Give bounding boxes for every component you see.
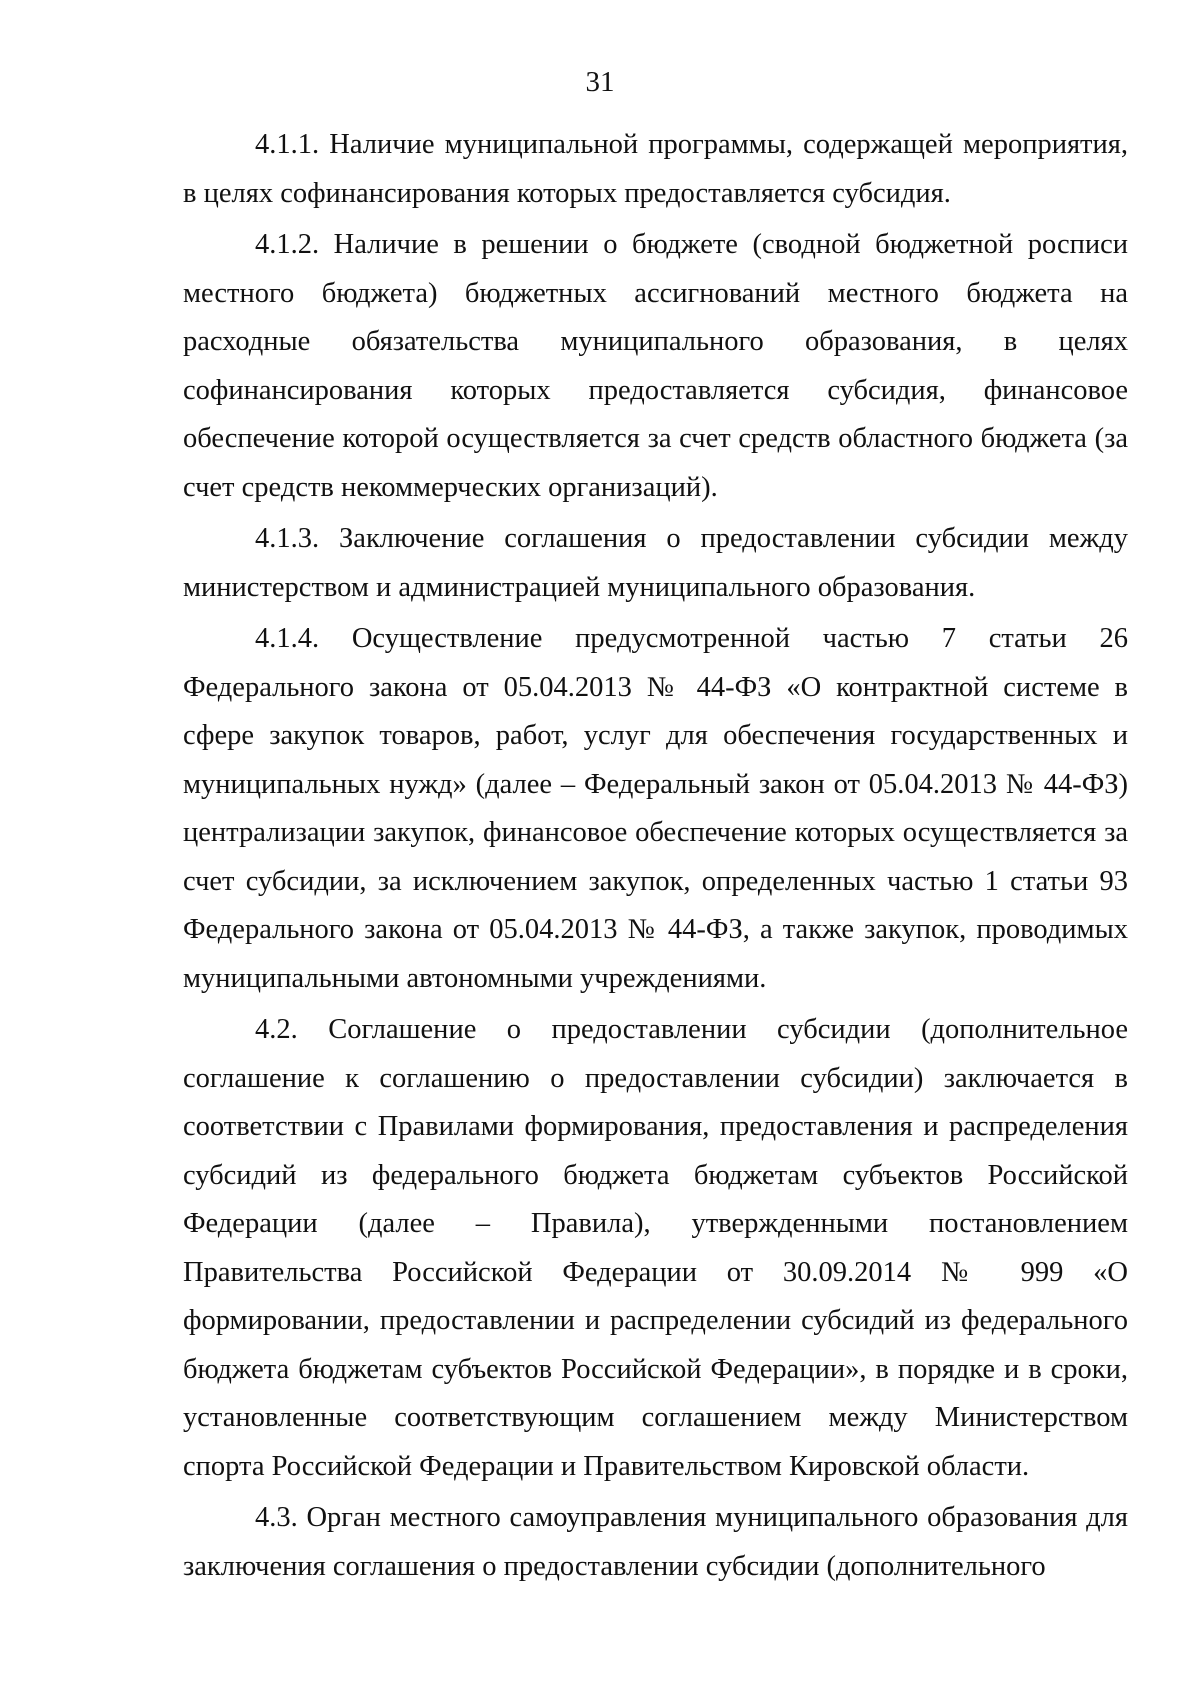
paragraph-4-1-2: 4.1.2. Наличие в решении о бюджете (сводной бюджетной росписи местного бюджета) бюджетных ассигнований местного бюджета на расходные обязательства муниципального образования, в целях софинансирования которых предоставляется субсидия, финансовое обеспечение которой осуществляется за счет средств областного бюджета (за счет средств некоммерческих организаций). (183, 229, 1128, 503)
paragraph-4-1-4: 4.1.4. Осуществление предусмотренной частью 7 статьи 26 Федерального закона от 05.04.2013 № 44-ФЗ «О контрактной системе в сфере закупок товаров, работ, услуг для обеспечения государственных и муниципальных нужд» (далее – Федеральный закон от 05.04.2013 № 44-ФЗ) централизации закупок, финансовое обеспечение которых осуществляется за счет субсидии, за исключением закупок, определенных частью 1 статьи 93 Федерального закона от 05.04.2013 № 44-ФЗ, а также закупок, проводимых муниципальными автономными учреждениями. (183, 623, 1128, 994)
document-body (183, 121, 1128, 1594)
page-number: 31 (585, 66, 615, 98)
paragraph-4-2: 4.2. Соглашение о предоставлении субсидии (дополнительное соглашение к соглашению о предоставлении субсидии) заключается в соответствии с Правилами формирования, предоставления и распределения субсидий из федерального бюджета бюджетам субъектов Российской Федерации (далее – Правила), утвержденными постановлением Правительства Российской Федерации от 30.09.2014 № 999 «О формировании, предоставлении и распределении субсидий из федерального бюджета бюджетам субъектов Российской Федерации», в порядке и в сроки, установленные соответствующим соглашением между Министерством спорта Российской Федерации и Правительством Кировской области. (183, 1014, 1128, 1482)
paragraph-4-3: 4.3. Орган местного самоуправления муниципального образования для заключения соглашения о предоставлении субсидии (дополнительного (183, 1502, 1128, 1582)
paragraph-4-1-3: 4.1.3. Заключение соглашения о предоставлении субсидии между министерством и администрацией муниципального образования. (183, 523, 1128, 603)
paragraph-4-1-1: 4.1.1. Наличие муниципальной программы, содержащей мероприятия, в целях софинансирования которых предоставляется субсидия. (183, 129, 1128, 209)
